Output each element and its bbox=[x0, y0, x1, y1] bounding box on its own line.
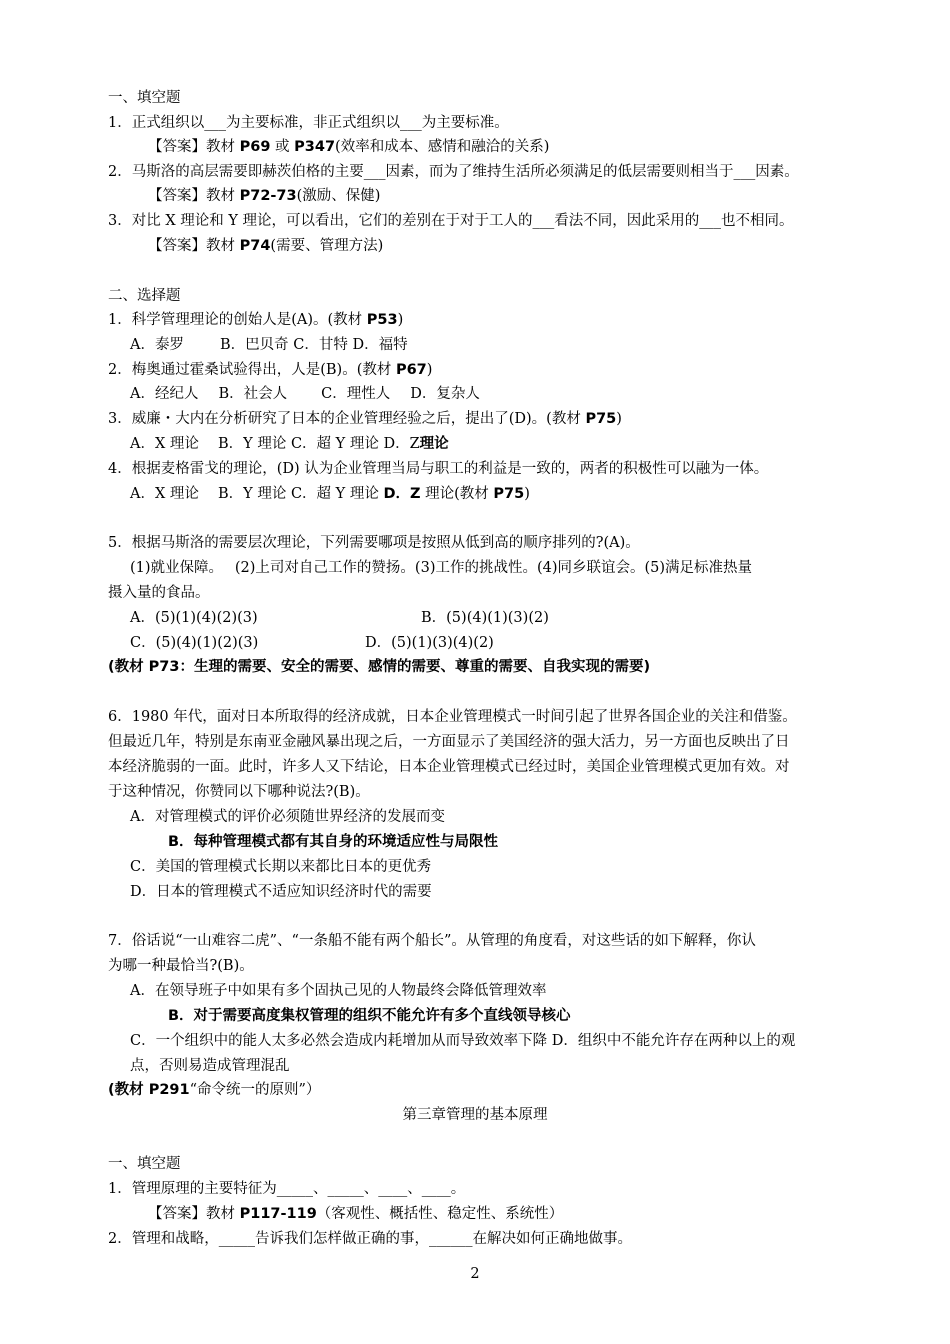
choice-6-line-4: 于这种情况，你赞同以下哪种说法?(B)。 bbox=[108, 784, 370, 800]
choice-7-option-a: A．在领导班子中如果有多个固执己见的人物最终会降低管理效率 bbox=[130, 983, 547, 999]
section-title-fill-blank-2: 一、填空题 bbox=[108, 1156, 181, 1172]
answer-3: 【答案】教材 P74(需要、管理方法) bbox=[148, 238, 384, 254]
fill-question-2: 2．管理和战略，_____告诉我们怎样做正确的事，______在解决如何正确地做事。 bbox=[108, 1231, 632, 1247]
choice-6-line-2: 但最近几年，特别是东南亚金融风暴出现之后，一方面显示了美国经济的强大活力，另一方面也反映出了日 bbox=[108, 734, 790, 750]
section-title-fill-blank: 一、填空题 bbox=[108, 90, 181, 106]
choice-7-option-c: C．一个组织中的能人太多必然会造成内耗增加从而导致效率下降 D．组织中不能允许存在两种以上的观 bbox=[130, 1033, 796, 1049]
choice-6-line-1: 6．1980 年代，面对日本所取得的经济成就，日本企业管理模式一时间引起了世界各国企业的关注和借鉴。 bbox=[108, 709, 797, 725]
question-3: 3．对比 X 理论和 Y 理论，可以看出，它们的差别在于对于工人的___看法不同，因此采用的___也不相同。 bbox=[108, 213, 794, 229]
choice-1-options: A．泰罗 B．巴贝奇 C．甘特 D．福特 bbox=[130, 337, 408, 353]
question-2: 2．马斯洛的高层需要即赫茨伯格的主要___因素，而为了维持生活所必须满足的低层需要则相当于___因素。 bbox=[108, 164, 799, 180]
choice-5: 5．根据马斯洛的需要层次理论，下列需要哪项是按照从低到高的顺序排列的?(A)。 bbox=[108, 535, 640, 551]
fill-answer-1: 【答案】教材 P117-119（客观性、概括性、稳定性、系统性） bbox=[148, 1206, 564, 1222]
choice-3-options: A．X 理论 B．Y 理论 C．超 Y 理论 D．Z理论 bbox=[130, 436, 449, 452]
choice-7-option-c-cont: 点，否则易造成管理混乱 bbox=[130, 1058, 290, 1074]
choice-5-items: (1)就业保障。 (2)上司对自己工作的赞扬。(3)工作的挑战性。(4)同乡联谊会。(5)满足标准热量 bbox=[130, 560, 753, 576]
choice-7-option-b: B．对于需要高度集权管理的组织不能允许有多个直线领导核心 bbox=[168, 1008, 571, 1024]
question-1: 1．正式组织以___为主要标准，非正式组织以___为主要标准。 bbox=[108, 115, 509, 131]
choice-7-line-1: 7．俗话说“一山难容二虎”、“一条船不能有两个船长”。从管理的角度看，对这些话的如下解释，你认 bbox=[108, 933, 756, 949]
section-title-choice: 二、选择题 bbox=[108, 288, 181, 304]
answer-2: 【答案】教材 P72-73(激励、保健) bbox=[148, 188, 381, 204]
choice-5-items-cont: 摄入量的食品。 bbox=[108, 585, 210, 601]
choice-7-line-2: 为哪一种最恰当?(B)。 bbox=[108, 958, 254, 974]
choice-5-option-c: C．(5)(4)(1)(2)(3) bbox=[130, 635, 259, 651]
page-number: 2 bbox=[470, 1266, 480, 1282]
choice-6-option-c: C．美国的管理模式长期以来都比日本的更优秀 bbox=[130, 859, 432, 875]
choice-6-option-b: B．每种管理模式都有其自身的环境适应性与局限性 bbox=[168, 834, 499, 850]
chapter-title: 第三章管理的基本原理 bbox=[402, 1107, 548, 1123]
choice-2-options: A．经纪人 B．社会人 C．理性人 D．复杂人 bbox=[130, 386, 480, 402]
choice-4: 4．根据麦格雷戈的理论，(D) 认为企业管理当局与职工的利益是一致的，两者的积极性可以融为一体。 bbox=[108, 461, 769, 477]
choice-5-option-a: A．(5)(1)(4)(2)(3) bbox=[130, 610, 258, 626]
choice-3: 3．威廉・大内在分析研究了日本的企业管理经验之后，提出了(D)。(教材 P75) bbox=[108, 411, 622, 427]
choice-6-option-a: A．对管理模式的评价必须随世界经济的发展而变 bbox=[130, 809, 445, 825]
choice-2: 2．梅奥通过霍桑试验得出，人是(B)。(教材 P67) bbox=[108, 362, 433, 378]
choice-5-note: (教材 P73：生理的需要、安全的需要、感情的需要、尊重的需要、自我实现的需要) bbox=[108, 659, 651, 675]
choice-1: 1．科学管理理论的创始人是(A)。(教材 P53) bbox=[108, 312, 404, 328]
choice-7-note: (教材 P291“命令统一的原则”） bbox=[108, 1082, 321, 1098]
choice-5-option-b: B．(5)(4)(1)(3)(2) bbox=[421, 610, 549, 626]
choice-4-options: A．X 理论 B．Y 理论 C．超 Y 理论 D．Z 理论(教材 P75) bbox=[130, 486, 530, 502]
choice-6-line-3: 本经济脆弱的一面。此时，许多人又下结论，日本企业管理模式已经过时，美国企业管理模式更加有效。对 bbox=[108, 759, 790, 775]
choice-6-option-d: D．日本的管理模式不适应知识经济时代的需要 bbox=[130, 884, 432, 900]
fill-question-1: 1．管理原理的主要特征为_____、_____、____、____。 bbox=[108, 1181, 466, 1197]
choice-5-option-d: D．(5)(1)(3)(4)(2) bbox=[365, 635, 494, 651]
answer-1: 【答案】教材 P69 或 P347(效率和成本、感情和融洽的关系) bbox=[148, 139, 550, 155]
